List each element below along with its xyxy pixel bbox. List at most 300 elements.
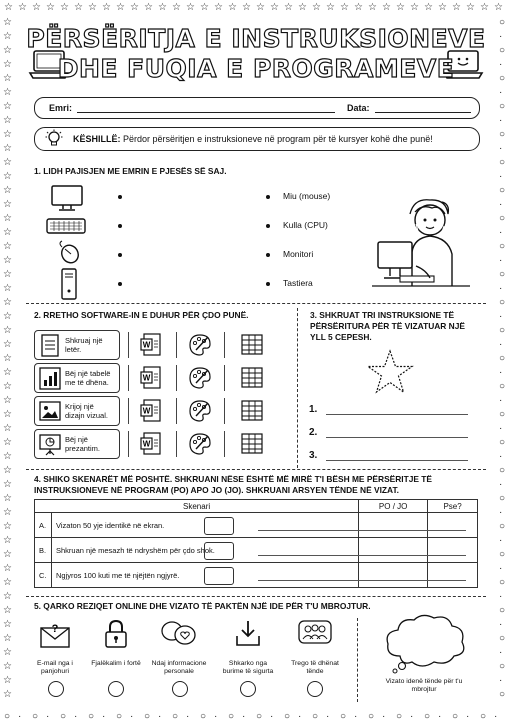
border-ornament: · [74,711,78,722]
instruction-line[interactable] [326,414,468,415]
border-ornament: · [466,711,470,722]
border-ornament: ☆ [3,241,12,252]
match-dot-left[interactable] [118,224,122,228]
section-divider [297,308,298,468]
border-ornament: ○ [499,549,506,560]
border-ornament: ☆ [3,87,12,98]
border-ornament: · [499,59,503,70]
section-divider [357,618,358,702]
match-dot-left[interactable] [118,253,122,257]
border-ornament: ○ [499,353,506,364]
border-ornament: ☆ [74,2,83,13]
border-ornament: ☆ [172,2,181,13]
reason-line[interactable] [258,555,466,556]
border-ornament: · [158,711,162,722]
answer-circle[interactable] [108,681,124,697]
instruction-number: 2. [309,427,318,438]
border-ornament: ☆ [158,2,167,13]
border-ornament: ☆ [284,2,293,13]
border-ornament: ☆ [18,2,27,13]
svg-text:?: ? [51,623,59,635]
name-label: Emri: [49,103,73,113]
option-separator [176,365,177,391]
row-letter: B. [35,538,52,563]
tip-message: Përdor përsëritjen e instruksioneve në program për të kursyer kohë dhe punë! [123,134,433,144]
answer-circle[interactable] [48,681,64,697]
border-ornament: ☆ [3,129,12,140]
border-ornament: ☆ [4,2,13,13]
yes-no-box[interactable] [204,542,234,560]
border-ornament: · [499,255,503,266]
border-ornament: ☆ [130,2,139,13]
border-ornament: ○ [499,325,506,336]
border-ornament: ○ [32,711,39,722]
lightbulb-icon [45,129,63,148]
border-ornament: ○ [499,241,506,252]
reason-cell[interactable] [428,513,478,538]
word-icon[interactable] [140,366,164,389]
border-ornament: · [326,711,330,722]
border-ornament: · [499,87,503,98]
section-4-title: 4. SHIKO SKENARËT MË POSHTË. SHKRUANI NËSE ËSHTË MË MIRË T'I BËSH ME PËRSËRITJE TË INSTRUKSIONEVE NË PROGRAM (PO) APO JO (JO). SHKRUANI ARSYEN TËNDE NË VIZAT. [34,474,433,495]
border-ornament: ☆ [3,451,12,462]
border-ornament: ○ [424,711,431,722]
spreadsheet-icon[interactable] [240,432,264,455]
border-ornament: · [438,711,442,722]
word-icon[interactable] [140,432,164,455]
option-separator [128,365,129,391]
spreadsheet-icon[interactable] [240,366,264,389]
tip-label: KËSHILLË: [73,134,121,144]
answer-cell[interactable] [359,538,428,563]
download-icon [234,620,262,648]
tip-text [73,134,433,144]
task-text: Shkruaj një letër. [65,336,103,354]
risk-label: Ndaj informacione personale [151,660,207,675]
border-ornament: ☆ [3,591,12,602]
option-separator [176,332,177,358]
border-ornament: · [499,451,503,462]
border-ornament: ○ [499,577,506,588]
border-ornament: ☆ [256,2,265,13]
border-ornament: ○ [499,129,506,140]
tip-box [34,127,480,151]
svg-text:W: W [142,439,151,449]
border-ornament: ○ [499,45,506,56]
border-ornament: ☆ [3,535,12,546]
border-ornament: · [499,227,503,238]
border-ornament: ☆ [3,437,12,448]
section-divider [26,596,486,597]
border-ornament: ☆ [46,2,55,13]
match-dot-left[interactable] [118,195,122,199]
border-ornament: ☆ [382,2,391,13]
border-ornament: ☆ [88,2,97,13]
match-dot-right[interactable] [266,282,270,286]
border-ornament: ☆ [3,311,12,322]
border-ornament: · [499,199,503,210]
border-ornament: ☆ [3,171,12,182]
border-ornament: ☆ [242,2,251,13]
border-ornament: ○ [499,73,506,84]
border-ornament: ☆ [3,283,12,294]
task-text: Bëj një prezantim. [65,435,101,453]
yes-no-box[interactable] [204,517,234,535]
padlock-icon [104,620,128,648]
row-scenario: Ngjyros 100 kuti me të njëjtën ngjyrë. [52,563,359,588]
option-separator [128,398,129,424]
border-ornament: ☆ [60,2,69,13]
border-ornament: ☆ [3,325,12,336]
border-ornament: ○ [284,711,291,722]
border-ornament: ☆ [3,563,12,574]
border-ornament: ☆ [116,2,125,13]
row-letter: A. [35,513,52,538]
star-outline [366,349,414,395]
border-ornament: ○ [499,269,506,280]
instruction-line[interactable] [326,437,468,438]
answer-cell[interactable] [359,563,428,588]
border-ornament: ☆ [3,549,12,560]
border-ornament: ☆ [32,2,41,13]
border-ornament: ○ [499,185,506,196]
paint-palette-icon[interactable] [188,333,212,356]
border-ornament: ☆ [3,17,12,28]
border-ornament: ☆ [3,633,12,644]
border-ornament: · [499,563,503,574]
svg-text:W: W [142,373,151,383]
column-header-scenario: Skenari [35,500,359,513]
match-dot-left[interactable] [118,282,122,286]
border-ornament: ○ [499,409,506,420]
border-ornament: · [499,647,503,658]
section-divider [26,469,486,470]
border-ornament: ○ [499,661,506,672]
sharing-bubbles-icon [160,620,196,648]
mouse-icon [56,240,82,264]
border-ornament: ☆ [214,2,223,13]
part-name: Tastiera [283,278,313,288]
border-ornament: ○ [340,711,347,722]
part-name: Miu (mouse) [283,191,331,201]
border-ornament: · [242,711,246,722]
border-ornament: ☆ [3,255,12,266]
cpu-tower-icon [60,268,78,300]
title-line-1: PËRSËRITJA E INSTRUKSIONEVE [26,24,486,53]
date-field[interactable] [375,112,471,113]
word-icon[interactable] [140,399,164,422]
border-ornament: · [499,507,503,518]
name-field[interactable] [77,112,335,113]
border-ornament: · [499,115,503,126]
answer-circle[interactable] [172,681,188,697]
border-ornament: ○ [368,711,375,722]
table-row [35,513,478,538]
border-ornament: ○ [116,711,123,722]
svg-text:W: W [142,406,151,416]
border-ornament: · [102,711,106,722]
bar-chart-icon [39,367,61,390]
task-card [34,330,120,360]
border-ornament: ☆ [3,521,12,532]
border-ornament: ☆ [200,2,209,13]
border-ornament: · [214,711,218,722]
option-separator [224,398,225,424]
row-scenario: Vizaton 50 yje identikë në ekran. [52,513,359,538]
reason-cell[interactable] [428,538,478,563]
paint-palette-icon[interactable] [188,399,212,422]
border-ornament: · [499,591,503,602]
task-card [34,396,120,426]
border-ornament: ☆ [3,381,12,392]
border-ornament: · [410,711,414,722]
border-ornament: ☆ [3,297,12,308]
border-ornament: ○ [396,711,403,722]
border-ornament: ☆ [452,2,461,13]
border-ornament: · [499,143,503,154]
match-dot-right[interactable] [266,195,270,199]
border-ornament: ○ [499,17,506,28]
border-ornament: ☆ [494,2,503,13]
section-5-title: 5. QARKO REZIQET ONLINE DHE VIZATO TË PAKTËN NJË IDE PËR T'U MBROJTUR. [34,601,371,611]
option-separator [128,332,129,358]
document-icon [39,334,61,357]
border-ornament: ☆ [3,661,12,672]
border-ornament: ○ [312,711,319,722]
name-date-box [34,97,480,119]
border-ornament: ☆ [3,577,12,588]
border-ornament: · [499,479,503,490]
border-ornament: · [270,711,274,722]
answer-circle[interactable] [307,681,323,697]
border-ornament: ○ [499,213,506,224]
border-ornament: ☆ [3,395,12,406]
border-ornament: ○ [200,711,207,722]
border-ornament: ☆ [270,2,279,13]
column-header-yes-no: PO / JO [359,500,428,513]
presentation-icon [39,433,61,456]
border-ornament: ☆ [3,269,12,280]
boy-at-computer-illustration [370,196,472,292]
risk-label: E-mail nga i panjohuri [37,660,73,675]
risk-label: Shkarko nga burime të sigurta [222,660,274,675]
border-ornament: ☆ [3,157,12,168]
border-ornament: · [494,711,498,722]
border-ornament: ☆ [3,45,12,56]
border-ornament: ☆ [480,2,489,13]
border-ornament: · [499,535,503,546]
border-ornament: ☆ [396,2,405,13]
border-ornament: ☆ [3,465,12,476]
spreadsheet-icon[interactable] [240,399,264,422]
reason-line[interactable] [258,530,466,531]
border-ornament: ☆ [3,213,12,224]
svg-text:W: W [142,340,151,350]
border-ornament: ☆ [3,59,12,70]
spreadsheet-icon[interactable] [240,333,264,356]
option-separator [224,332,225,358]
instruction-line[interactable] [326,460,468,461]
part-name: Kulla (CPU) [283,220,328,230]
border-ornament: ○ [499,157,506,168]
border-ornament: ☆ [354,2,363,13]
option-separator [128,431,129,457]
border-ornament: ☆ [3,73,12,84]
border-ornament: ☆ [340,2,349,13]
border-ornament: ☆ [410,2,419,13]
task-card [34,429,120,459]
option-separator [224,365,225,391]
match-dot-right[interactable] [266,253,270,257]
border-ornament: · [499,31,503,42]
yes-no-box[interactable] [204,567,234,585]
border-ornament: ☆ [102,2,111,13]
border-ornament: ○ [499,297,506,308]
scenario-table [34,499,478,588]
title-line-2: DHE FUQIA E PROGRAMEVE [57,54,455,83]
border-ornament: ☆ [438,2,447,13]
border-ornament: ☆ [228,2,237,13]
border-ornament: · [499,395,503,406]
reason-cell[interactable] [428,563,478,588]
date-label: Data: [347,103,370,113]
border-ornament: · [354,711,358,722]
answer-cell[interactable] [359,513,428,538]
part-name: Monitori [283,249,314,259]
image-icon [39,400,61,423]
answer-circle[interactable] [240,681,256,697]
border-ornament: ☆ [368,2,377,13]
border-ornament: ○ [60,711,67,722]
section-3-title: 3. SHKRUAT TRI INSTRUKSIONE TË PËRSËRITURA PËR TË VIZATUAR NJË YLL 5 CEPESH. [310,310,465,342]
border-ornament: ☆ [3,367,12,378]
border-ornament: ☆ [3,409,12,420]
row-letter: C. [35,563,52,588]
border-ornament: ☆ [3,493,12,504]
border-ornament: ☆ [3,619,12,630]
row-scenario: Shkruan një mesazh të ndryshëm për çdo shok. [52,538,359,563]
border-ornament: ☆ [3,115,12,126]
people-icon [298,620,332,648]
border-ornament: · [499,619,503,630]
section-divider [26,303,486,304]
border-ornament: · [499,675,503,686]
border-ornament: · [130,711,134,722]
border-ornament: ○ [452,711,459,722]
table-row [35,563,478,588]
border-ornament: ☆ [3,675,12,686]
border-ornament: · [186,711,190,722]
border-ornament: ○ [172,711,179,722]
border-ornament: · [499,171,503,182]
option-separator [176,398,177,424]
risk-label: Fjalëkalim i fortë [91,660,141,667]
border-ornament: ☆ [3,353,12,364]
keyboard-icon [46,218,86,234]
border-ornament: ☆ [326,2,335,13]
border-ornament: ☆ [3,689,12,700]
border-ornament: ☆ [3,479,12,490]
border-ornament: · [499,367,503,378]
border-ornament: · [18,711,22,722]
word-icon[interactable] [140,333,164,356]
border-ornament: · [499,423,503,434]
option-separator [224,431,225,457]
border-ornament: · [298,711,302,722]
border-ornament: ○ [499,521,506,532]
border-ornament: ☆ [3,101,12,112]
border-ornament: ○ [499,465,506,476]
border-ornament: ☆ [298,2,307,13]
border-ornament: ☆ [466,2,475,13]
border-ornament: ○ [499,101,506,112]
monitor-icon [50,184,84,212]
section-2-title: 2. RRETHO SOFTWARE-IN E DUHUR PËR ÇDO PUNË. [34,310,249,320]
border-ornament: ○ [4,711,11,722]
border-ornament: ○ [499,689,506,700]
paint-palette-icon[interactable] [188,432,212,455]
border-ornament: ☆ [3,339,12,350]
instruction-number: 1. [309,404,318,415]
border-ornament: ○ [88,711,95,722]
border-ornament: ☆ [424,2,433,13]
border-ornament: · [382,711,386,722]
border-ornament: ○ [499,633,506,644]
option-separator [176,431,177,457]
border-ornament: · [499,311,503,322]
border-ornament: ○ [499,381,506,392]
page-title [0,24,512,84]
border-ornament: ☆ [3,227,12,238]
border-ornament: ○ [256,711,263,722]
reason-line[interactable] [258,580,466,581]
border-ornament: ☆ [3,423,12,434]
cloud-label: Vizato idenë tënde për t'u mbrojtur [385,678,463,693]
border-ornament: · [46,711,50,722]
task-text: Krijoj një dizajn vizual. [65,402,108,420]
section-1-title: 1. LIDH PAJISJEN ME EMRIN E PJESËS SË SAJ. [34,166,227,176]
border-ornament: ☆ [3,31,12,42]
column-header-why: Pse? [428,500,478,513]
border-ornament: ☆ [3,507,12,518]
border-ornament: ○ [144,711,151,722]
task-card [34,363,120,393]
match-dot-right[interactable] [266,224,270,228]
border-ornament: ○ [228,711,235,722]
border-ornament: ☆ [3,647,12,658]
thought-cloud-icon[interactable] [382,612,468,674]
border-ornament: ○ [480,711,487,722]
border-ornament: · [499,283,503,294]
border-ornament: · [499,339,503,350]
border-ornament: ☆ [312,2,321,13]
task-text: Bëj një tabelë me të dhëna. [65,369,111,387]
paint-palette-icon[interactable] [188,366,212,389]
border-ornament: ○ [499,437,506,448]
email-question-icon [40,622,70,648]
border-ornament: ☆ [144,2,153,13]
instruction-number: 3. [309,450,318,461]
border-ornament: ☆ [3,605,12,616]
risk-label: Trego të dhënat tënde [291,660,339,675]
border-ornament: ○ [499,493,506,504]
border-ornament: ☆ [3,199,12,210]
border-ornament: ☆ [186,2,195,13]
border-ornament: ○ [499,605,506,616]
border-ornament: ☆ [3,185,12,196]
border-ornament: ☆ [3,143,12,154]
table-row [35,538,478,563]
